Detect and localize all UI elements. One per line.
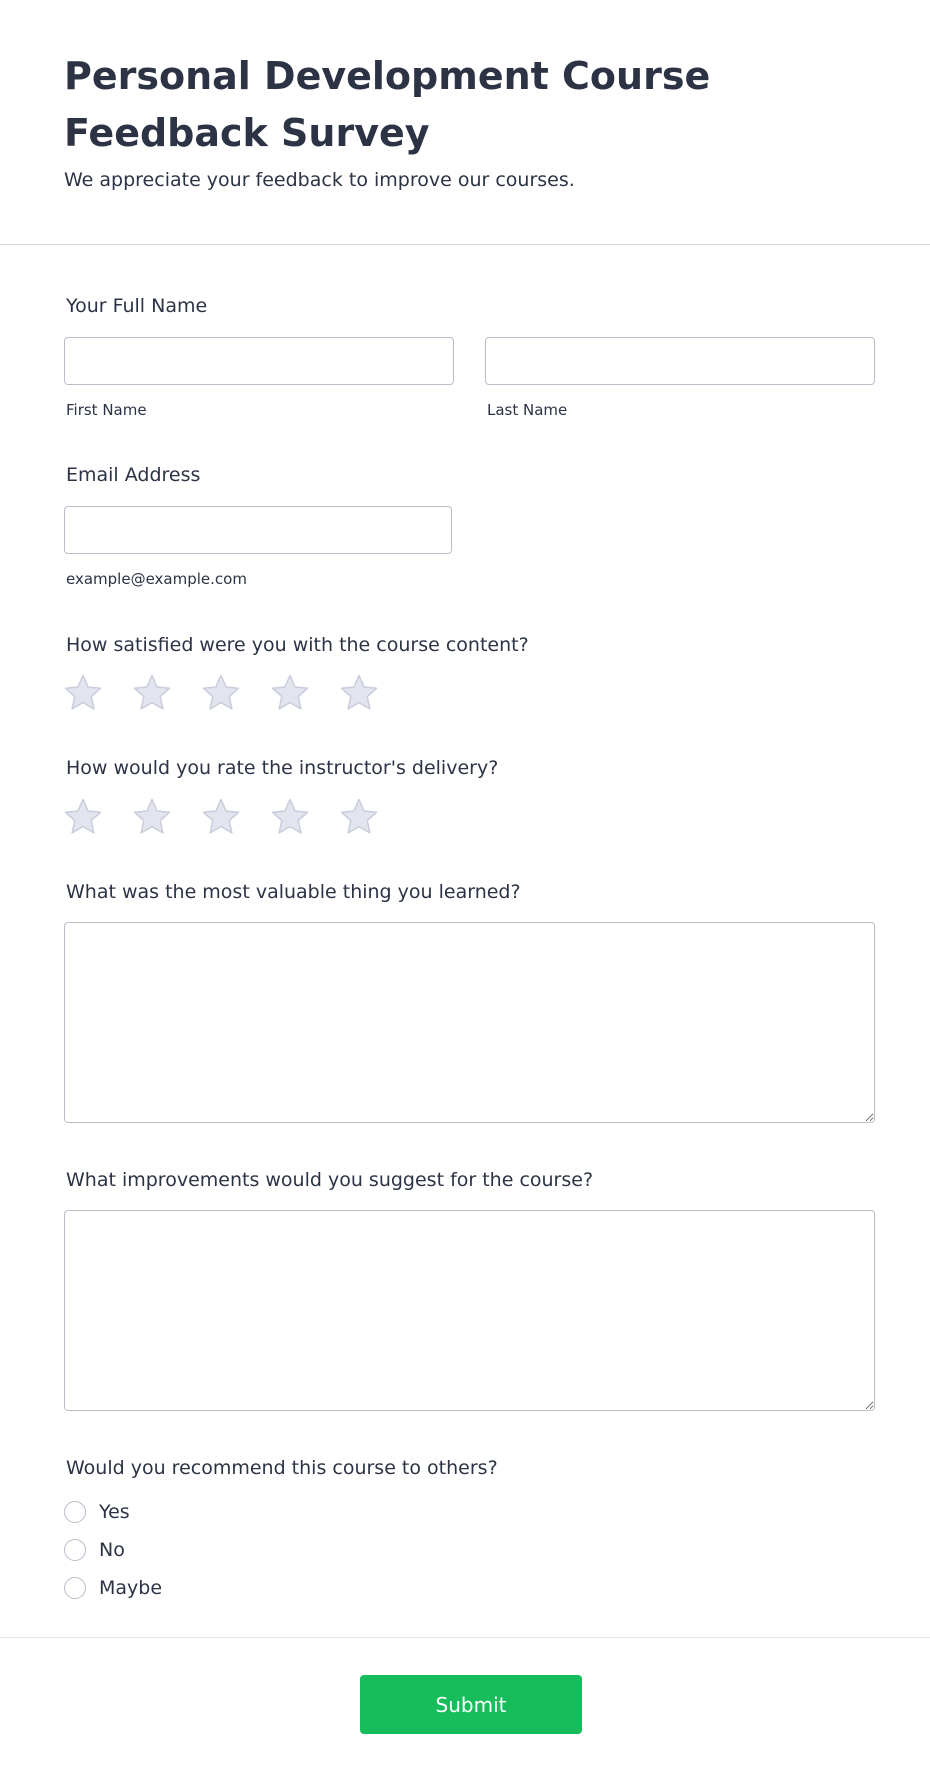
star-icon[interactable]: [131, 672, 173, 714]
star-icon[interactable]: [269, 672, 311, 714]
submit-button[interactable]: Submit: [360, 1675, 582, 1734]
email-sublabel: example@example.com: [66, 570, 247, 588]
full-name-label: Your Full Name: [66, 295, 208, 317]
star-icon[interactable]: [269, 796, 311, 838]
improvements-textarea[interactable]: [64, 1210, 875, 1411]
first-name-sublabel: First Name: [66, 401, 147, 419]
radio-label: No: [99, 1539, 125, 1561]
instructor-rating-label: How would you rate the instructor's delivery?: [66, 757, 499, 779]
first-name-input[interactable]: [64, 337, 454, 385]
form-header: [0, 0, 930, 245]
recommend-question-label: Would you recommend this course to others?: [66, 1457, 498, 1479]
star-icon[interactable]: [200, 672, 242, 714]
radio-label: Yes: [99, 1501, 130, 1523]
star-icon[interactable]: [62, 672, 104, 714]
star-icon[interactable]: [338, 796, 380, 838]
recommend-option-yes[interactable]: [64, 1499, 130, 1525]
last-name-input[interactable]: [485, 337, 875, 385]
email-label: Email Address: [66, 464, 201, 486]
recommend-option-no[interactable]: [64, 1537, 125, 1563]
radio-button[interactable]: [64, 1501, 86, 1523]
page-subtitle: We appreciate your feedback to improve our courses.: [64, 169, 575, 191]
improvements-question-label: What improvements would you suggest for the course?: [66, 1169, 594, 1191]
recommend-option-maybe[interactable]: [64, 1575, 162, 1601]
radio-button[interactable]: [64, 1577, 86, 1599]
footer-divider: [0, 1637, 930, 1638]
radio-button[interactable]: [64, 1539, 86, 1561]
content-rating-label: How satisfied were you with the course content?: [66, 634, 529, 656]
star-icon[interactable]: [62, 796, 104, 838]
star-icon[interactable]: [131, 796, 173, 838]
star-icon[interactable]: [200, 796, 242, 838]
instructor-star-rating: [62, 796, 407, 838]
radio-label: Maybe: [99, 1577, 163, 1599]
valuable-textarea[interactable]: [64, 922, 875, 1123]
star-icon[interactable]: [338, 672, 380, 714]
valuable-question-label: What was the most valuable thing you learned?: [66, 881, 521, 903]
content-star-rating: [62, 672, 407, 714]
email-input[interactable]: [64, 506, 452, 554]
page-title: Personal Development Course Feedback Survey: [64, 54, 711, 155]
last-name-sublabel: Last Name: [487, 401, 568, 419]
